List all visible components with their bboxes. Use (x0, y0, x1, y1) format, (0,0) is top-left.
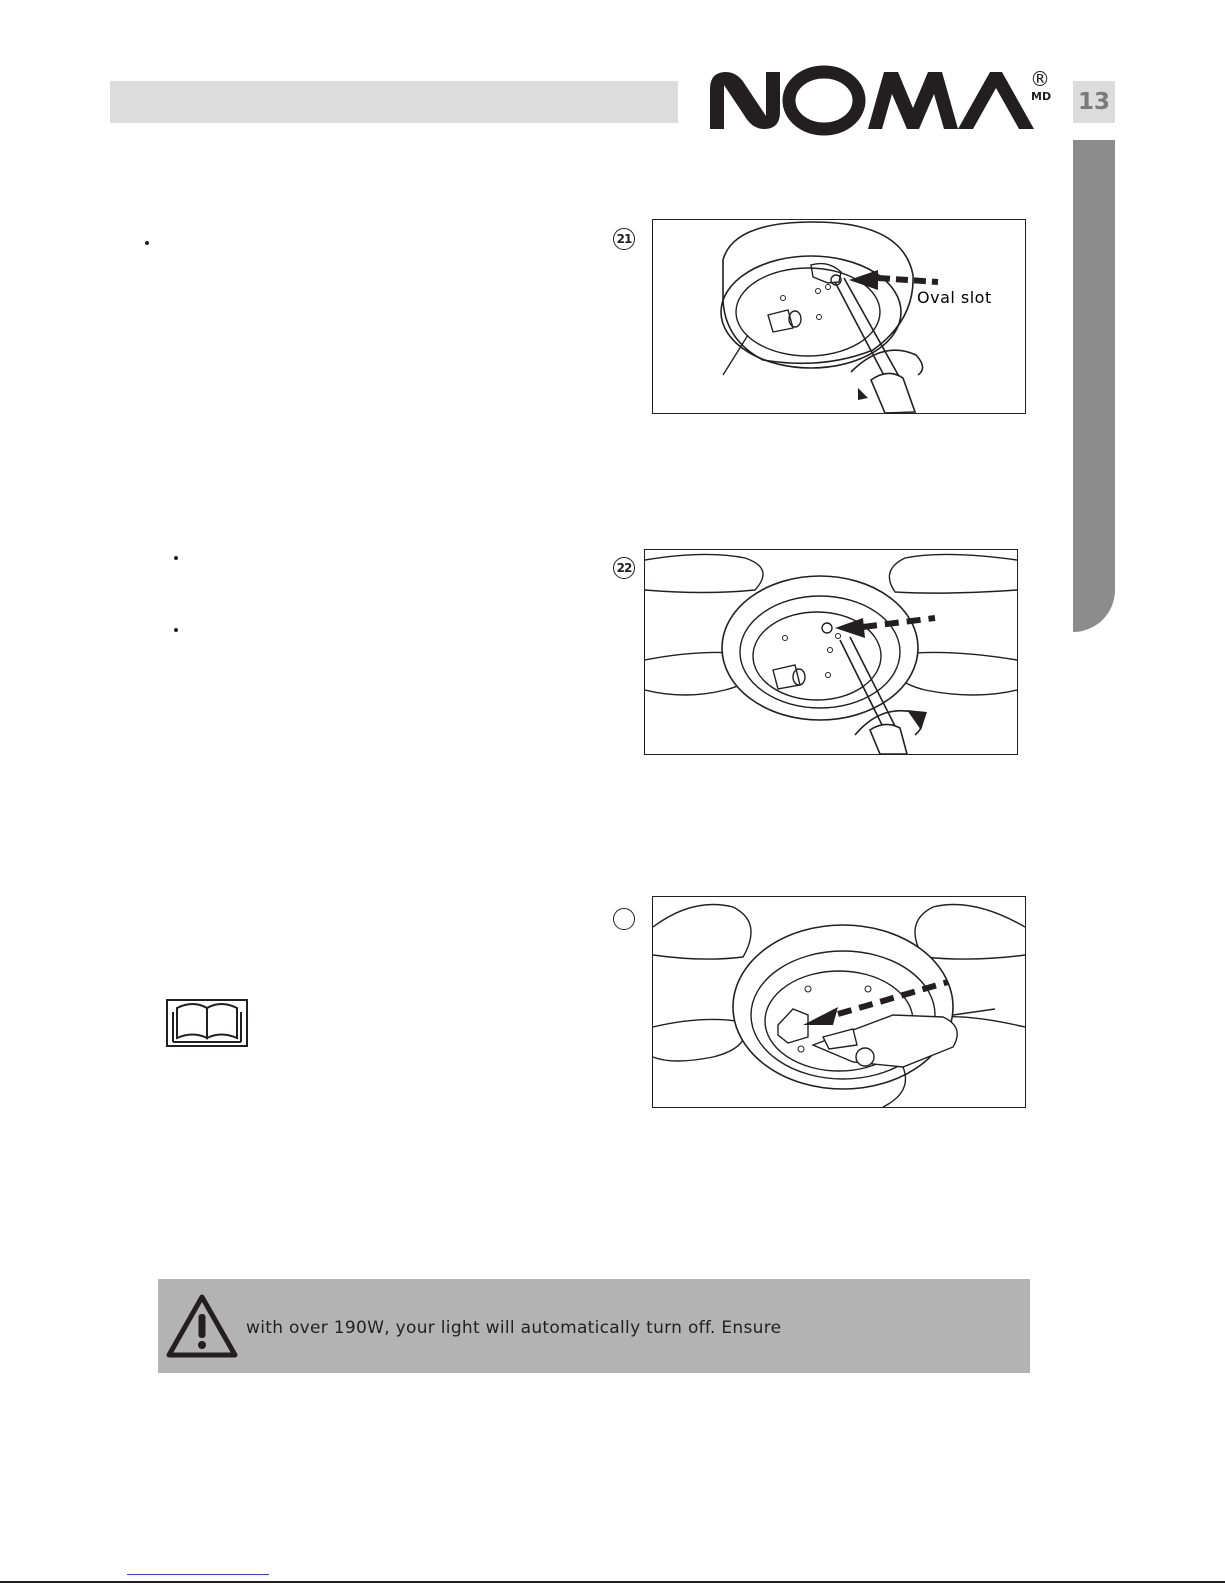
warning-text: with over 190W, your light will automatically turn off. Ensure (246, 1318, 782, 1338)
oval-slot-label: Oval slot (917, 288, 992, 307)
step-number-22 (613, 557, 635, 579)
noma-logo-image (708, 64, 1053, 144)
side-section-band (1073, 140, 1115, 632)
step-number-23 (613, 908, 635, 930)
md-mark: MD (1031, 90, 1052, 103)
figure-step-23 (652, 896, 1026, 1108)
bullet-point (174, 556, 178, 560)
step-number-text: 21 (616, 232, 632, 246)
figure-step-22 (644, 549, 1018, 755)
step-number-21 (613, 228, 635, 250)
manual-book-icon (165, 998, 249, 1052)
page-number-tab (1073, 81, 1115, 123)
bullet-point (174, 628, 178, 632)
warning-triangle-icon (165, 1292, 239, 1364)
footer-rule (0, 1581, 1225, 1583)
footer-link-underline[interactable] (127, 1574, 269, 1575)
section-header-bar (110, 81, 678, 123)
figure-oval-slot (652, 219, 1026, 414)
page-number: 13 (1077, 89, 1110, 115)
bullet-point (145, 241, 149, 245)
noma-logo (708, 64, 1053, 144)
step-number-text: 22 (616, 561, 632, 575)
registered-mark: ® (1030, 67, 1050, 91)
